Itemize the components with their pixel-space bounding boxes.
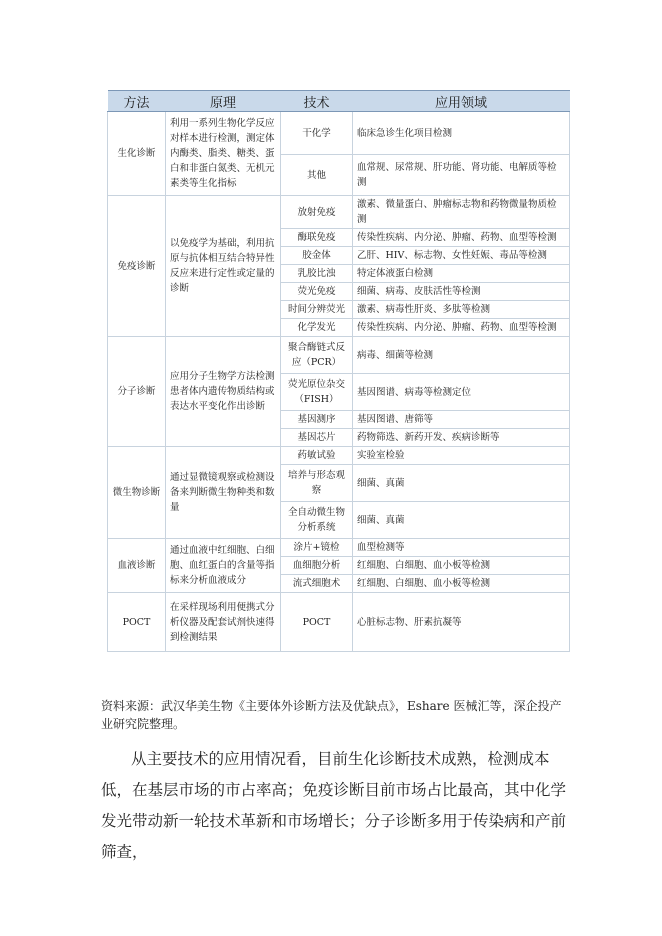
application-cell: 血型检测等 [353, 539, 570, 557]
tech-cell: 全自动微生物分析系统 [281, 502, 353, 539]
application-cell: 病毒、细菌等检测 [353, 337, 570, 374]
application-cell: 细菌、真菌 [353, 502, 570, 539]
tech-cell: 酶联免疫 [281, 229, 353, 247]
tech-cell: 基因芯片 [281, 429, 353, 447]
method-cell: 免疫诊断 [108, 196, 166, 337]
body-paragraph [101, 744, 573, 868]
tech-cell: 荧光原位杂交（FISH） [281, 374, 353, 411]
method-cell: 分子诊断 [108, 337, 166, 447]
tech-cell: 化学发光 [281, 319, 353, 337]
application-cell: 特定体液蛋白检测 [353, 265, 570, 283]
application-cell: 红细胞、白细胞、血小板等检测 [353, 575, 570, 593]
header-technology: 技术 [281, 91, 353, 112]
tech-cell: 培养与形态观察 [281, 465, 353, 502]
application-cell: 激素、微量蛋白、肿瘤标志物和药物微量物质检测 [353, 196, 570, 229]
application-cell: 红细胞、白细胞、血小板等检测 [353, 557, 570, 575]
tech-cell: 荧光免疫 [281, 283, 353, 301]
tech-cell: 放射免疫 [281, 196, 353, 229]
tech-cell: 基因测序 [281, 411, 353, 429]
application-cell: 心脏标志物、肝素抗凝等 [353, 593, 570, 652]
table-row [108, 337, 570, 374]
table-row [108, 447, 570, 465]
tech-cell: 干化学 [281, 112, 353, 155]
header-principle: 原理 [166, 91, 281, 112]
principle-cell: 以免疫学为基础，利用抗原与抗体相互结合特异性反应来进行定性或定量的诊断 [166, 196, 281, 337]
application-cell: 乙肝、HIV、标志物、女性妊娠、毒品等检测 [353, 247, 570, 265]
tech-cell: 聚合酶链式反应（PCR） [281, 337, 353, 374]
application-cell: 激素、病毒性肝炎、多肽等检测 [353, 301, 570, 319]
principle-cell: 通过血液中红细胞、白细胞、血红蛋白的含量等指标来分析血液成分 [166, 539, 281, 593]
application-cell: 传染性疾病、内分泌、肿瘤、药物、血型等检测 [353, 229, 570, 247]
method-cell: 微生物诊断 [108, 447, 166, 539]
tech-cell: 时间分辨荧光 [281, 301, 353, 319]
tech-cell: 涂片+镜检 [281, 539, 353, 557]
application-cell: 实验室检验 [353, 447, 570, 465]
table-row [108, 112, 570, 155]
application-cell: 血常规、尿常规、肝功能、肾功能、电解质等检测 [353, 155, 570, 196]
method-cell: 生化诊断 [108, 112, 166, 196]
tech-cell: 乳胶比浊 [281, 265, 353, 283]
table-row [108, 539, 570, 557]
principle-cell: 通过显微镜观察或检测设备来判断微生物种类和数量 [166, 447, 281, 539]
application-cell: 临床急诊生化项目检测 [353, 112, 570, 155]
tech-cell: 其他 [281, 155, 353, 196]
tech-cell: 血细胞分析 [281, 557, 353, 575]
principle-cell: 应用分子生物学方法检测患者体内遗传物质结构或表达水平变化作出诊断 [166, 337, 281, 447]
principle-cell: 在采样现场利用便携式分析仪器及配套试剂快速得到检测结果 [166, 593, 281, 652]
header-application: 应用领域 [353, 91, 570, 112]
tech-cell: 流式细胞术 [281, 575, 353, 593]
method-cell: POCT [108, 593, 166, 652]
application-cell: 基因图谱、病毒等检测定位 [353, 374, 570, 411]
header-method: 方法 [108, 91, 166, 112]
tech-cell: 胶金体 [281, 247, 353, 265]
source-note: 资料来源：武汉华美生物《主要体外诊断方法及优缺点》，Eshare 医械汇等，深企投产业研究院整理。 [101, 699, 562, 731]
application-cell: 细菌、病毒、皮肤活性等检测 [353, 283, 570, 301]
application-cell: 药物筛选、新药开发、疾病诊断等 [353, 429, 570, 447]
application-cell: 细菌、真菌 [353, 465, 570, 502]
body-paragraph-text: 从主要技术的应用情况看，目前生化诊断技术成熟，检测成本低，在基层市场的市占率高；免疫诊断目前市场占比最高，其中化学发光带动新一轮技术革新和市场增长；分子诊断多用于传染病和产前筛查， [101, 750, 567, 861]
method-cell: 血液诊断 [108, 539, 166, 593]
table-header-row [108, 91, 570, 112]
table-row [108, 196, 570, 229]
ivd-methods-table [107, 90, 569, 652]
principle-cell: 利用一系列生物化学反应对样本进行检测，测定体内酶类、脂类、糖类、蛋白和非蛋白氮类、无机元素类等生化指标 [166, 112, 281, 196]
tech-cell: 药敏试验 [281, 447, 353, 465]
application-cell: 基因图谱、唐筛等 [353, 411, 570, 429]
application-cell: 传染性疾病、内分泌、肿瘤、药物、血型等检测 [353, 319, 570, 337]
table-row [108, 593, 570, 652]
tech-cell: POCT [281, 593, 353, 652]
